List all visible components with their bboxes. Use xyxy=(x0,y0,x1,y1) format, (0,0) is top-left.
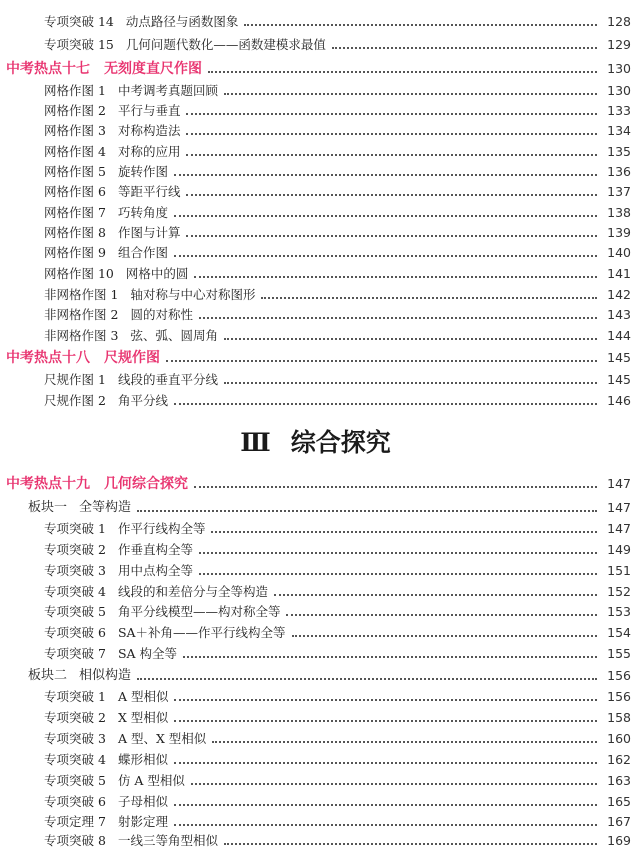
entry-label: 网格作图 5 xyxy=(44,164,106,179)
entry-label: 网格作图 10 xyxy=(44,266,114,281)
dot-leader xyxy=(186,133,597,135)
entry-label: 专项突破 2 xyxy=(44,710,106,725)
dot-leader xyxy=(212,741,597,743)
entry-title: 对称的应用 xyxy=(117,144,181,159)
page-number: 139 xyxy=(607,225,631,240)
dot-leader xyxy=(332,47,597,49)
part-number: Ⅲ xyxy=(240,428,269,457)
toc-entry[interactable] xyxy=(0,622,631,644)
hot-topic-title: 无刻度直尺作图 xyxy=(104,61,202,77)
entry-label: 专项突破 1 xyxy=(44,521,106,536)
entry-label: 网格作图 8 xyxy=(44,225,106,240)
toc-entry[interactable] xyxy=(0,791,631,813)
page-number: 145 xyxy=(607,372,631,387)
page-number: 135 xyxy=(607,144,631,159)
dot-leader xyxy=(194,276,597,278)
page-number: 153 xyxy=(607,604,631,619)
entry-title: 中考调考真题回顾 xyxy=(117,83,218,98)
entry-label: 尺规作图 2 xyxy=(44,393,106,408)
page-number: 162 xyxy=(607,752,631,767)
dot-leader xyxy=(199,552,597,554)
toc-entry[interactable] xyxy=(0,161,631,183)
entry-title: SA＋补角——作平行线构全等 xyxy=(117,625,286,640)
block-title: 全等构造 xyxy=(79,500,132,515)
dot-leader xyxy=(174,255,597,257)
toc-entry[interactable] xyxy=(0,120,631,142)
hot-topic-label: 中考热点十八 xyxy=(6,350,90,366)
dot-leader xyxy=(174,824,597,826)
toc-entry[interactable] xyxy=(0,601,631,623)
dot-leader xyxy=(261,297,597,299)
toc-entry[interactable] xyxy=(0,770,631,792)
entry-title: 轴对称与中心对称图形 xyxy=(130,287,256,302)
toc-entry[interactable] xyxy=(0,242,631,264)
entry-label: 专项突破 6 xyxy=(44,625,106,640)
entry-label: 专项突破 3 xyxy=(44,731,106,746)
entry-label: 专项突破 15 xyxy=(44,37,114,52)
entry-label: 尺规作图 1 xyxy=(44,372,106,387)
entry-label: 网格作图 7 xyxy=(44,205,106,220)
entry-label: 网格作图 9 xyxy=(44,245,106,260)
dot-leader xyxy=(224,382,597,384)
toc-entry[interactable] xyxy=(0,728,631,750)
entry-title: X 型相似 xyxy=(117,710,169,725)
toc-entry[interactable] xyxy=(0,80,631,102)
part-title: 综合探究 xyxy=(290,428,391,457)
toc-entry[interactable] xyxy=(0,518,631,540)
entry-title: 线段的垂直平分线 xyxy=(117,372,218,387)
entry-label: 专项突破 8 xyxy=(44,833,106,848)
entry-title: 等距平行线 xyxy=(117,184,181,199)
toc-entry[interactable] xyxy=(0,560,631,582)
entry-title: 平行与垂直 xyxy=(117,103,181,118)
entry-label: 专项突破 14 xyxy=(44,14,114,29)
page-number: 167 xyxy=(607,814,631,829)
page-number: 143 xyxy=(607,307,631,322)
page-number: 137 xyxy=(607,184,631,199)
toc-entry[interactable] xyxy=(0,181,631,203)
entry-title: 子母相似 xyxy=(117,794,168,809)
entry-title: 射影定理 xyxy=(117,814,168,829)
toc-entry[interactable] xyxy=(0,202,631,224)
part-heading xyxy=(0,425,631,461)
page-number: 151 xyxy=(607,563,631,578)
toc-entry[interactable] xyxy=(0,830,631,852)
toc-hot-topic[interactable] xyxy=(0,473,631,495)
entry-title: 角平分线模型——构对称全等 xyxy=(117,604,281,619)
entry-title: 网格中的圆 xyxy=(125,266,189,281)
entry-label: 专项突破 7 xyxy=(44,646,106,661)
dot-leader xyxy=(137,678,597,680)
page-number: 160 xyxy=(607,731,631,746)
dot-leader xyxy=(174,215,597,217)
dot-leader xyxy=(224,93,597,95)
page-number: 130 xyxy=(607,61,631,76)
entry-label: 网格作图 2 xyxy=(44,103,106,118)
entry-label: 专项定理 7 xyxy=(44,814,106,829)
dot-leader xyxy=(224,338,597,340)
dot-leader xyxy=(174,174,597,176)
toc-entry[interactable] xyxy=(0,539,631,561)
entry-label: 网格作图 1 xyxy=(44,83,106,98)
dot-leader xyxy=(183,656,597,658)
page-number: 145 xyxy=(607,350,631,365)
entry-title: 用中点构全等 xyxy=(117,563,193,578)
dot-leader xyxy=(186,154,597,156)
dot-leader xyxy=(174,403,597,405)
page-number: 169 xyxy=(607,833,631,848)
dot-leader xyxy=(186,194,597,196)
dot-leader xyxy=(194,486,597,488)
page-number: 134 xyxy=(607,123,631,138)
entry-title: A 型、X 型相似 xyxy=(117,731,207,746)
toc-entry[interactable] xyxy=(0,304,631,326)
dot-leader xyxy=(199,573,597,575)
toc-block[interactable] xyxy=(0,497,631,519)
entry-title: 作图与计算 xyxy=(117,225,181,240)
dot-leader xyxy=(199,317,597,319)
entry-label: 专项突破 1 xyxy=(44,689,106,704)
dot-leader xyxy=(186,235,597,237)
entry-title: 仿 A 型相似 xyxy=(117,773,185,788)
toc-entry[interactable] xyxy=(0,284,631,306)
entry-title: 角平分线 xyxy=(117,393,168,408)
entry-title: 线段的和差倍分与全等构造 xyxy=(117,584,268,599)
dot-leader xyxy=(174,804,597,806)
page-number: 149 xyxy=(607,542,631,557)
page-number: 128 xyxy=(607,14,631,29)
toc-hot-topic[interactable] xyxy=(0,58,631,80)
entry-label: 非网格作图 1 xyxy=(44,287,119,302)
entry-title: 动点路径与函数图象 xyxy=(125,14,239,29)
entry-title: 圆的对称性 xyxy=(130,307,193,322)
toc-entry[interactable] xyxy=(0,34,631,56)
entry-label: 网格作图 6 xyxy=(44,184,106,199)
entry-title: 几何问题代数化——函数建模求最值 xyxy=(125,37,326,52)
toc-entry[interactable] xyxy=(0,100,631,122)
page-number: 154 xyxy=(607,625,631,640)
toc-entry[interactable] xyxy=(0,749,631,771)
page-number: 147 xyxy=(607,521,631,536)
toc-entry[interactable] xyxy=(0,369,631,391)
hot-topic-label: 中考热点十九 xyxy=(6,476,90,492)
page-number: 156 xyxy=(607,668,631,683)
page-number: 138 xyxy=(607,205,631,220)
page-number: 136 xyxy=(607,164,631,179)
page-number: 155 xyxy=(607,646,631,661)
entry-title: 作垂直构全等 xyxy=(117,542,193,557)
dot-leader xyxy=(166,360,597,362)
page-number: 156 xyxy=(607,689,631,704)
entry-label: 专项突破 4 xyxy=(44,584,106,599)
hot-topic-title: 几何综合探究 xyxy=(104,476,188,492)
dot-leader xyxy=(208,71,597,73)
toc-entry[interactable] xyxy=(0,11,631,33)
entry-title: 旋转作图 xyxy=(117,164,168,179)
dot-leader xyxy=(244,24,597,26)
hot-topic-label: 中考热点十七 xyxy=(6,61,90,77)
toc-entry[interactable] xyxy=(0,643,631,665)
entry-label: 非网格作图 2 xyxy=(44,307,119,322)
entry-label: 专项突破 3 xyxy=(44,563,106,578)
hot-topic-title: 尺规作图 xyxy=(104,350,160,366)
entry-label: 非网格作图 3 xyxy=(44,328,119,343)
dot-leader xyxy=(274,594,597,596)
toc-block[interactable] xyxy=(0,665,631,687)
dot-leader xyxy=(186,113,597,115)
page-number: 147 xyxy=(607,476,631,491)
dot-leader xyxy=(211,531,597,533)
page-number: 129 xyxy=(607,37,631,52)
page-number: 152 xyxy=(607,584,631,599)
toc-entry[interactable] xyxy=(0,390,631,412)
entry-label: 专项突破 6 xyxy=(44,794,106,809)
page-number: 147 xyxy=(607,500,631,515)
entry-title: 对称构造法 xyxy=(117,123,181,138)
page-number: 158 xyxy=(607,710,631,725)
block-title: 相似构造 xyxy=(79,668,132,683)
toc-entry[interactable] xyxy=(0,686,631,708)
entry-label: 专项突破 5 xyxy=(44,604,106,619)
toc-entry[interactable] xyxy=(0,325,631,347)
entry-title: 巧转角度 xyxy=(117,205,168,220)
entry-title: 一线三等角型相似 xyxy=(117,833,218,848)
entry-label: 专项突破 4 xyxy=(44,752,106,767)
dot-leader xyxy=(174,699,597,701)
page-number: 130 xyxy=(607,83,631,98)
page-number: 142 xyxy=(607,287,631,302)
dot-leader xyxy=(174,762,597,764)
dot-leader xyxy=(191,783,597,785)
entry-label: 网格作图 3 xyxy=(44,123,106,138)
entry-title: 作平行线构全等 xyxy=(117,521,206,536)
dot-leader xyxy=(286,614,597,616)
entry-title: 弦、弧、圆周角 xyxy=(130,328,218,343)
toc-entry[interactable] xyxy=(0,141,631,163)
dot-leader xyxy=(137,510,597,512)
entry-label: 专项突破 2 xyxy=(44,542,106,557)
toc-entry[interactable] xyxy=(0,581,631,603)
page-number: 140 xyxy=(607,245,631,260)
toc-entry[interactable] xyxy=(0,707,631,729)
toc-hot-topic[interactable] xyxy=(0,347,631,369)
dot-leader xyxy=(224,843,597,845)
entry-title: 组合作图 xyxy=(117,245,168,260)
entry-title: 蝶形相似 xyxy=(117,752,168,767)
toc-entry[interactable] xyxy=(0,263,631,285)
entry-title: SA 构全等 xyxy=(117,646,178,661)
block-label: 板块一 xyxy=(28,500,68,515)
page-number: 146 xyxy=(607,393,631,408)
page-number: 163 xyxy=(607,773,631,788)
page-number: 133 xyxy=(607,103,631,118)
page-number: 141 xyxy=(607,266,631,281)
dot-leader xyxy=(292,635,597,637)
entry-label: 专项突破 5 xyxy=(44,773,106,788)
page-number: 144 xyxy=(607,328,631,343)
toc-entry[interactable] xyxy=(0,222,631,244)
dot-leader xyxy=(174,720,597,722)
entry-label: 网格作图 4 xyxy=(44,144,106,159)
block-label: 板块二 xyxy=(28,668,68,683)
page-number: 165 xyxy=(607,794,631,809)
entry-title: A 型相似 xyxy=(117,689,169,704)
